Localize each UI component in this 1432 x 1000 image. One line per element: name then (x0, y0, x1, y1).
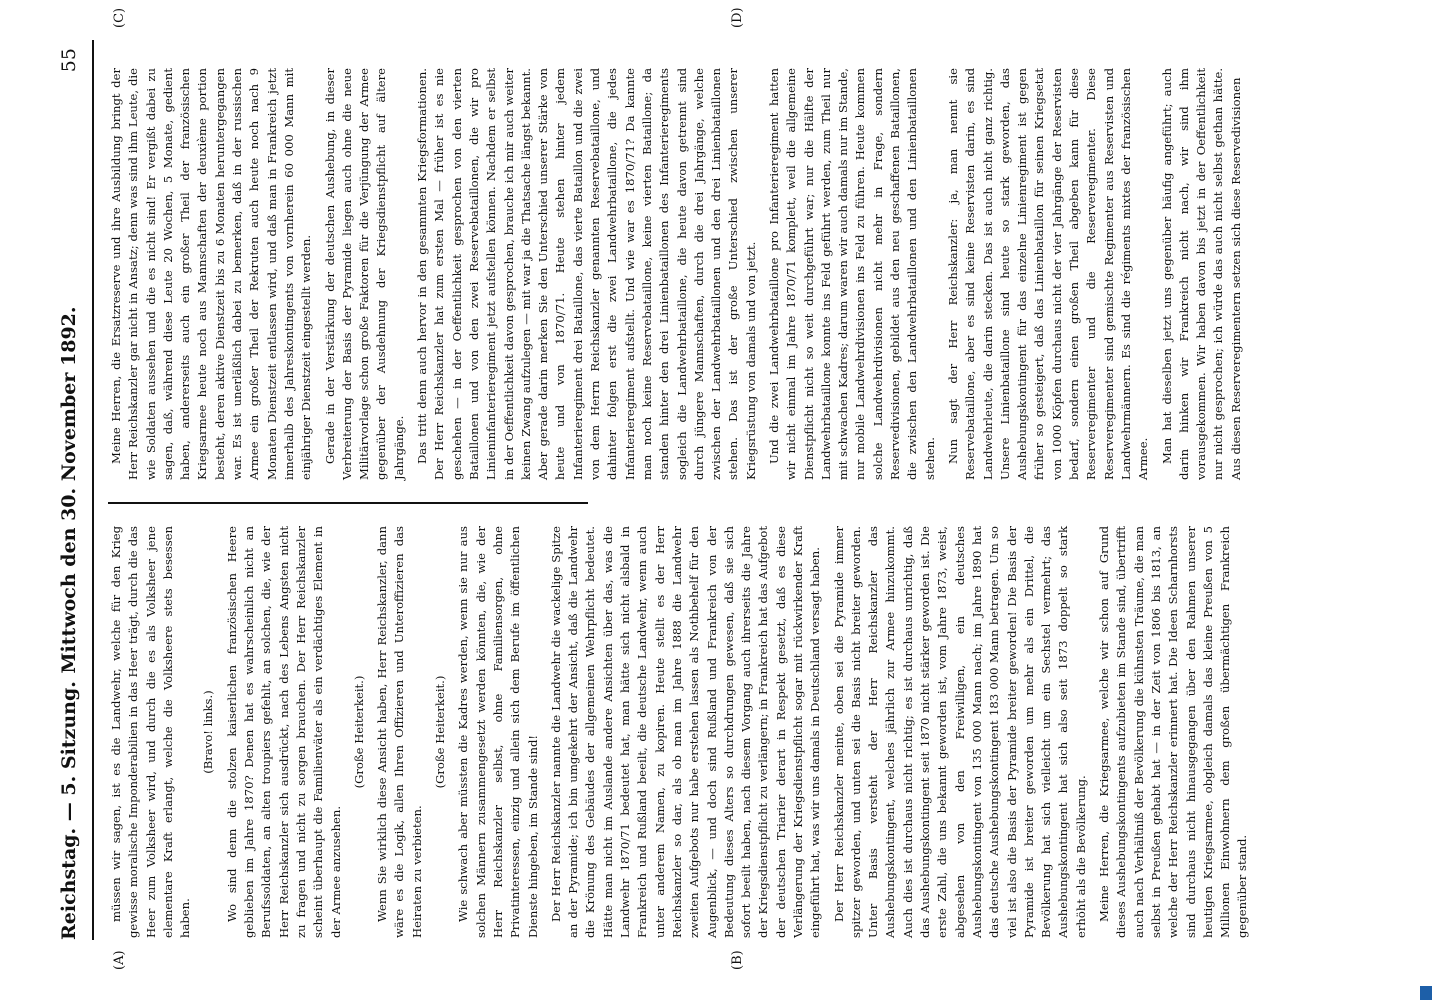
right-column (108, 68, 1251, 480)
page-header (52, 40, 94, 940)
digitization-credit (1420, 0, 1432, 1000)
paragraph: Nun sagt der Herr Reichskanzler: ja, man nennt sie Reservebataillone, aber es sind keine Reservisten darin, es sind Landwehrleute, die darin stecken. Das ist auch nicht ganz richtig. Unsere Linienbataillone sind heute so stark geworden, das Aushebungskontingent für das einzelne Linienregiment ist gegen früher so gesteigert, daß das Linienbataillon für seinen Kriegsetat von 1000 Köpfen durchaus nicht der vier Jahrgänge der Reservisten bedarf, sondern einen großen Theil abgeben kann für diese Reserveregimenter und die Reserveregimenter. Diese Reserveregimenter sind gemischte Regimenter aus Reservisten und Landwehrmännern. Es sind die régiments mixtes der französischen Armee. (945, 68, 1151, 480)
left-column (108, 526, 1258, 938)
margin-marker-b: (B) (730, 950, 745, 970)
dfg-badge (1420, 986, 1432, 1000)
margin-marker-d: (D) (730, 7, 745, 28)
paragraph: Wie schwach aber müssten die Kadres werden, wenn sie nur aus solchen Männern zusammengesetzt werden könnten, die, wie der Herr Reichskanzler selbst, ohne Familiensorgen, ohne Privatinteressen, einzig und allein sich dem Berufe im öffentlichen Dienste hingeben, im Stande sind! (456, 526, 540, 938)
margin-marker-c: (C) (112, 7, 127, 28)
paragraph: Man hat dieselben jetzt uns gegenüber häufig angeführt; auch darin hinken wir Frankreich nicht nach, wir sind ihm vorausgekommen. Wir haben davon bis jetzt in der Oeffentlichkeit nur nicht gesprochen; ich würde das auch nicht selbst gethan hätte. Aus diesen Reserveregimentern setzen sich diese Reservedivisionen (1159, 68, 1243, 480)
header-left: Reichstag. — 5. Sitzung. (58, 681, 80, 940)
margin-marker-a: (A) (112, 950, 127, 970)
paragraph: Meine Herren, die Ersatzreserve und ihre Ausbildung bringt der Herr Reichskanzler gar nicht in Ansatz; denn was sind ihm Leute, die wie Soldaten aussehen und die es nicht sind! Er vergißt dabei zu sagen, daß, während diese Leute 20 Wochen, 5 Monate, gedient haben, andererseits auch ein großer Theil der französischen Kriegsarmee heute noch aus Mannschaften der deuxième portion besteht, deren aktive Dienstzeit bis zu 6 Monaten heruntergegangen war. Es ist unerläßlich dabei zu bemerken, daß in der russischen Armee ein großer Theil der Rekruten auch heute noch nach 9 Monaten Dienstzeit entlassen wird, und daß man in Frankreich jetzt innerhalb des Jahreskontingents von vornherein 60 000 Mann mit einjähriger Dienstzeit eingestellt werden. (109, 68, 314, 480)
interjection: (Bravo! links.) (201, 690, 216, 774)
paragraph: Wo sind denn die stolzen kaiserlichen französischen Heere geblieben im Jahre 1870? Denen hat es wahrscheinlich nicht an Berufssoldaten, an alten troupiers gefehlt, an solchen, die, wie der Herr Reichskanzler sich ausdrückt, nach des Lebens Angsten nicht zu fragen und nicht zu sorgen brauchen. Der Herr Reichskanzler scheint überhaupt die Familienväter als ein verdächtiges Element in der Armee anzusehen. (224, 526, 343, 938)
interjection: (Große Heiterkeit.) (351, 675, 366, 789)
header-date: Mittwoch den 30. November 1892. (58, 306, 80, 674)
paragraph: Wenn Sie wirklich diese Ansicht haben, Herr Reichskanzler, dann wäre es die Logik, allen Ihren Offizieren und Unteroffizieren das Heiraten zu verbieten. (375, 526, 424, 938)
paragraph: Und die zwei Landwehrbataillone pro Infanterieregiment hatten wir nicht einmal im Jahre 1870/71 komplett, weil die allgemeine Dienstpflicht nicht so weit durchgeführt war; nur die Hälfte der Landwehrbataillone konnte ins Feld geführt werden, zum Theil nur mit schwachen Kadres; darum waren wir auch damals nur im Stande, nur mobile Landwehrdivisionen ins Feld zu führen. Heute kommen solche Landwehrdivisionen nicht mehr in Frage, sondern Reservedivisionen, gebildet aus den neu geschaffenen Bataillonen, die zwischen den Landwehrbataillonen und den Linienbataillonen stehen. (766, 68, 937, 480)
paragraph: Der Herr Reichskanzler meinte, oben sei die Pyramide immer spitzer geworden, und unten sei die Basis nicht breiter geworden. Unter Basis versteht der Herr Reichskanzler das Aushebungskontingent, welches jährlich zur Armee hinzukommt. Auch dies ist durchaus nicht richtig; es ist durchaus unrichtig, daß das Aushebungskontingent seit 1870 nicht stärker geworden ist. Die erste Zahl, die uns bekannt geworden ist, vom Jahre 1873, weist, abgesehen von den Freiwilligen, ein deutsches Aushebungskontingent von 135 000 Mann nach; im Jahre 1890 hat das deutsche Aushebungskontingent 183 000 Mann betragen. Um so viel ist also die Basis der Pyramide breiter geworden! Die Basis der Pyramide ist breiter geworden um mehr als ein Drittel, die Bevölkerung hat sich vielleicht um ein Sechstel vermehrt; das Aushebungskontingent hat sich also seit 1873 doppelt so stark erhöht als die Bevölkerung. (831, 526, 1088, 938)
paragraph: müssen wir sagen, ist es die Landwehr, welche für den Krieg gewisse moralische Imponderabilien in das Heer trägt, durch die das Heer zum Volksheer wird, und durch die es als Volksheer jene elementare Kraft erlangt, welche die Volksheere stets besessen haben. (109, 526, 193, 938)
interjection: (Große Heiterkeit.) (433, 675, 448, 789)
column-divider (108, 502, 588, 504)
paragraph: Gerade in der Verstärkung der deutschen Aushebung, in dieser Verbreiterung der Basis der Pyramide liegen auch ohne die neue Militärvorlage schon große Faktoren für die Verjüngung der Armee gegenüber der Ausdehnung der Kriegsdienstpflicht auf ältere Jahrgänge. (322, 68, 406, 480)
paragraph: Der Herr Reichskanzler nannte die Landwehr die wackelige Spitze an der Pyramide; ich bin umgekehrt der Ansicht, daß die Landwehr die Krönung des Gebäudes der allgemeinen Wehrpflicht bedeutet. Hätte man nicht im Auslande andere Ansichten über das, was die Landwehr 1870/71 bedeutet hat, man hätte sich nicht alsbald in Frankreich und Rußland beeilt, die deutsche Landwehr, wenn auch unter anderem Namen, zu kopiren. Heute stellt es der Herr Reichskanzler so dar, als ob man im Jahre 1888 die Landwehr zweiten Aufgebots nur habe erstehen lassen als Nothbehelf für den Augenblick, — und doch sind Rußland und Frankreich von der Bedeutung dieses Alters so durchdrungen gewesen, daß sie sich sofort beeilt haben, nach diesem Vorgang auch ihrerseits die Jahre der Kriegsdienstpflicht zu verlängern; in Frankreich hat das Aufgebot der deutschen Triarier derart in Respekt gesetzt, daß es diese Verlängerung der Kriegsdienstpflicht sogar mit rückwirkender Kraft eingeführt hat, was wir uns damals in Deutschland versagt haben. (548, 526, 823, 938)
page-number: 55 (58, 48, 80, 73)
paragraph: Das tritt denn auch hervor in den gesammten Kriegsformationen. Der Herr Reichskanzler hat zum ersten Mal — früher ist es nie geschehen — in der Oeffentlichkeit gesprochen von den vierten Bataillonen und von den zwei Reservebataillonen, die wir pro Linieninfanterieregiment jetzt aufstellen können. Nachdem er selbst in der Oeffentlichkeit davon gesprochen, brauche ich mir auch weiter keinen Zwang aufzulegen — mit war ja die Thatsache längst bekannt. Aber gerade darin merken Sie den Unterschied unserer Stärke von heute und von 1870/71. Heute stehen hinter jedem Infanterieregiment drei Bataillone, das vierte Bataillon und die zwei von dem Herrn Reichskanzler genannten Reservebataillone, und dahinter folgen erst die zwei Landwehrbataillone, die jedes Infanterieregiment aufstellt. Und wie war es 1870/71? Da kannte man noch keine Reservebataillone, keine vierten Bataillone; da standen hinter den drei Linienbataillonen des Infanterieregiments sogleich die Landwehrbataillone, die heute davon getrennt sind durch jüngere Mannschaften, durch die drei Jahrgänge, welche zwischen der Landwehrbataillonen und den drei Linienbataillonen stehen. Das ist der große Unterschied zwischen unserer Kriegsrüstung von damals und von jetzt. (415, 68, 758, 480)
paragraph: Meine Herren, die Kriegsarmee, welche wir schon auf Grund dieses Aushebungskontingents aufzubieten im Stande sind, übertrifft auch nach Verhältniß der Bevölkerung die kühnsten Träume, die man selbst in Preußen gehabt hat — in der Zeit von 1806 bis 1813, an welche der Herr Reichskanzler erinnert hat. Die Ideen Scharnhorsts sind durchaus nicht hinausgegangen über den Rahmen unserer heutigen Kriegsarmee, obgleich damals das kleine Preußen von 5 Millionen Einwohnern dem großen übermächtigen Frankreich gegenüber stand. (1097, 526, 1250, 938)
